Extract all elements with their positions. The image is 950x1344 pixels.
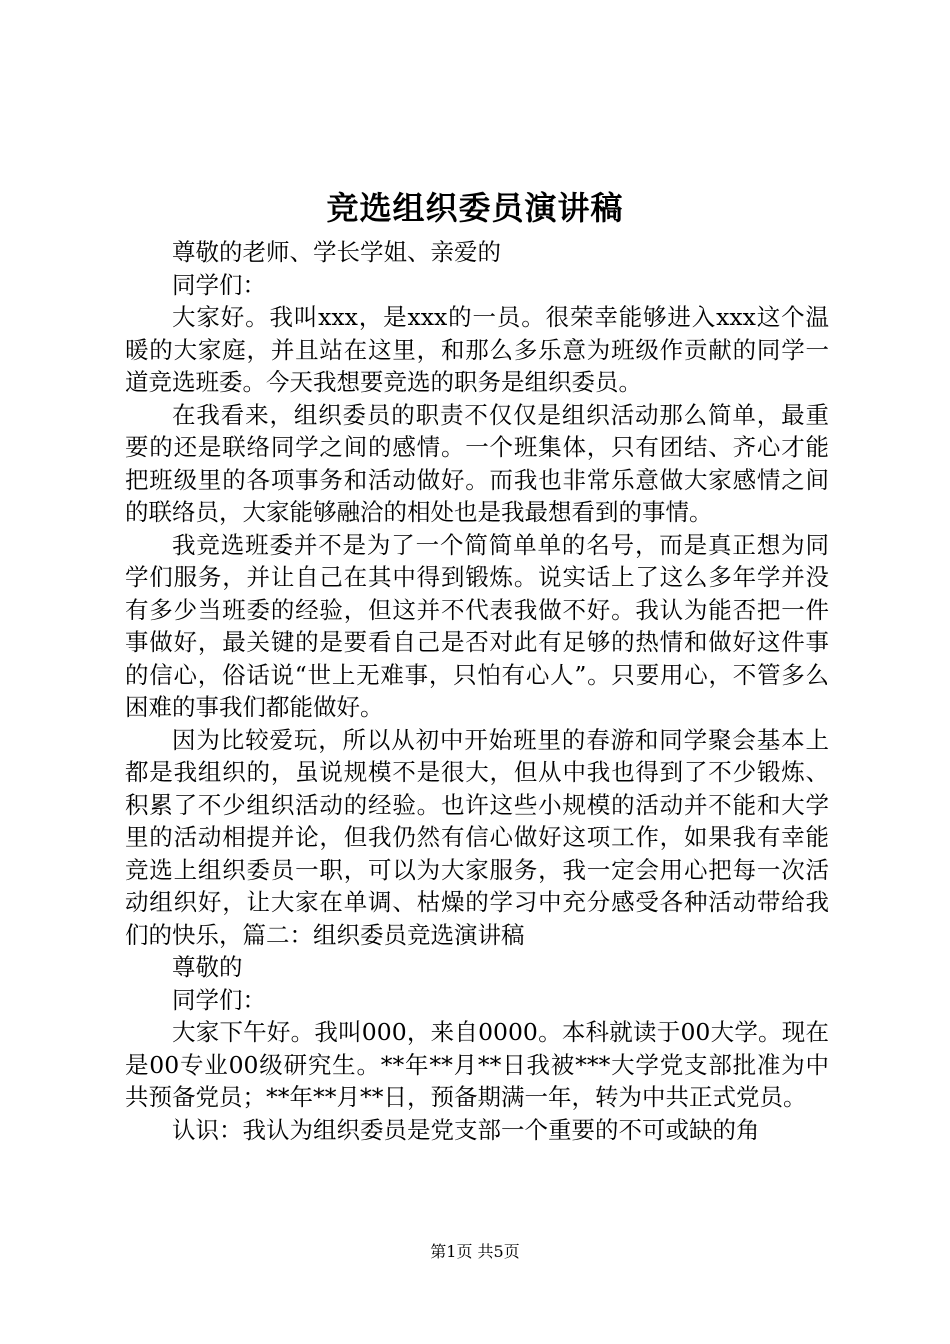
paragraph-self-introduction: 大家下午好。我叫000，来自0000。本科就读于00大学。现在是00专业00级研究生。**年**月**日我被***大学党支部批准为中共预备党员；**年**月**日，预备期满一年，转为中共正式党员。 — [125, 1018, 829, 1111]
paragraph-salutation-second: 尊敬的 — [172, 953, 243, 981]
page-number-footer: 第1页 共5页 — [430, 1242, 520, 1261]
paragraph-salutation-second-continued: 同学们： — [172, 985, 266, 1014]
paragraph-salutation: 尊敬的老师、学长学姐、亲爱的 — [172, 238, 501, 266]
document-body — [125, 236, 829, 1146]
paragraph-intro: 大家好。我叫xxx，是xxx的一员。很荣幸能够进入xxx这个温暖的大家庭，并且站在这里，和那么多乐意为班级作贡献的同学一道竞选班委。今天我想要竞选的职务是组织委员。 — [125, 303, 829, 396]
paragraph-experience: 因为比较爱玩，所以从初中开始班里的春游和同学聚会基本上都是我组织的，虽说规模不是很大，但从中我也得到了不少锻炼、积累了不少组织活动的经验。也许这些小规模的活动并不能和大学里的活动相提并论，但我仍然有信心做好这项工作，如果我有幸能竞选上组织委员一职，可以为大家服务，我一定会用心把每一次活动组织好，让大家在单调、枯燥的学习中充分感受各种活动带给我们的快乐，篇二：组织委员竞选演讲稿 — [125, 725, 829, 949]
document-title: 竞选组织委员演讲稿 — [326, 189, 624, 227]
paragraph-salutation-continued: 同学们： — [172, 270, 266, 299]
paragraph-understanding: 认识：我认为组织委员是党支部一个重要的不可或缺的角 — [172, 1115, 760, 1144]
paragraph-motivation: 我竞选班委并不是为了一个简简单单的名号，而是真正想为同学们服务，并让自己在其中得到锻炼。说实话上了这么多年学并没有多少当班委的经验，但这并不代表我做不好。我认为能否把一件事做好，最关键的是要看自己是否对此有足够的热情和做好这件事的信心，俗话说“世上无难事，只怕有心人”。只要用心，不管多么困难的事我们都能做好。 — [125, 530, 829, 721]
paragraph-duties: 在我看来，组织委员的职责不仅仅是组织活动那么简单，最重要的还是联络同学之间的感情。一个班集体，只有团结、齐心才能把班级里的各项事务和活动做好。而我也非常乐意做大家感情之间的联络员，大家能够融洽的相处也是我最想看到的事情。 — [125, 400, 829, 526]
